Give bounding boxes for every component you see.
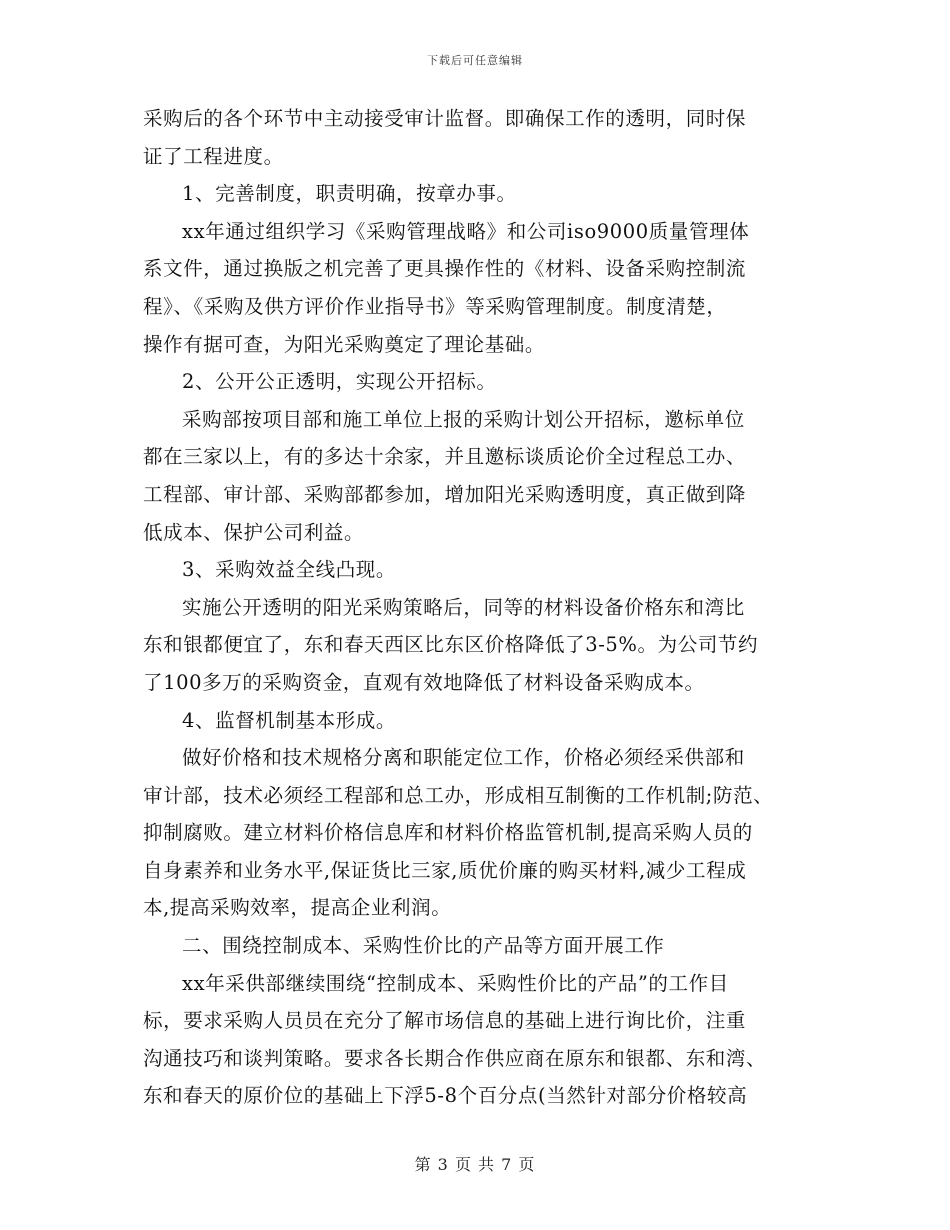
document-body: [143, 100, 803, 1115]
text-line: 二、围绕控制成本、采购性价比的产品等方面开展工作: [182, 934, 665, 958]
text-line: 东和银都便宜了，东和春天西区比东区价格降低了3-5%。为公司节约: [143, 633, 759, 657]
text-line: 做好价格和技术规格分离和职能定位工作，价格必须经采供部和: [182, 746, 745, 770]
text-line: 采购部按项目部和施工单位上报的采购计划公开招标，邀标单位: [182, 407, 745, 431]
text-line: 自身素养和业务水平,保证货比三家,质优价廉的购买材料,减少工程成: [143, 858, 747, 882]
text-line: 本,提高采购效率，提高企业利润。: [143, 896, 452, 920]
text-line: 2、公开公正透明，实现公开招标。: [182, 370, 497, 394]
text-line: 工程部、审计部、采购部都参加，增加阳光采购透明度，真正做到降: [143, 482, 747, 506]
text-line: 程》、《采购及供方评价作业指导书》等采购管理制度。制度清楚，: [143, 294, 727, 318]
page-header-note: 下载后可任意编辑: [427, 54, 523, 67]
text-line: 审计部，技术必须经工程部和总工办，形成相互制衡的工作机制;防范、: [143, 783, 774, 807]
text-line: 标，要求采购人员员在充分了解市场信息的基础上进行询比价，注重: [143, 1009, 747, 1033]
text-line: 采购后的各个环节中主动接受审计监督。即确保工作的透明，同时保: [143, 107, 747, 130]
text-line: 3、采购效益全线凸现。: [182, 558, 397, 582]
text-line: 了100多万的采购资金，直观有效地降低了材料设备采购成本。: [143, 670, 705, 694]
text-line: 都在三家以上，有的多达十余家，并且邀标谈质论价全过程总工办、: [143, 445, 747, 469]
text-line: 4、监督机制基本形成。: [182, 708, 397, 732]
text-line: xx年采供部继续围绕“控制成本、采购性价比的产品”的工作目: [182, 971, 729, 995]
page-number: 第 3 页 共 7 页: [414, 1155, 536, 1174]
text-line: 实施公开透明的阳光采购策略后，同等的材料设备价格东和湾比: [182, 595, 745, 619]
text-line: 东和春天的原价位的基础上下浮5-8个百分点(当然针对部分价格较高: [143, 1084, 748, 1108]
text-line: xx年通过组织学习《采购管理战略》和公司iso9000质量管理体: [182, 219, 750, 243]
text-line: 低成本、保护公司利益。: [143, 520, 365, 544]
text-line: 抑制腐败。建立材料价格信息库和材料价格监管机制,提高采购人员的: [143, 821, 753, 845]
text-line: 系文件，通过换版之机完善了更具操作性的《材料、设备采购控制流: [143, 257, 747, 281]
text-line: 1、完善制度，职责明确，按章办事。: [182, 182, 517, 206]
text-line: 操作有据可查，为阳光采购奠定了理论基础。: [143, 332, 546, 356]
text-line: 沟通技巧和谈判策略。要求各长期合作供应商在原东和银都、东和湾、: [143, 1046, 767, 1070]
text-line: 证了工程进度。: [143, 144, 284, 168]
